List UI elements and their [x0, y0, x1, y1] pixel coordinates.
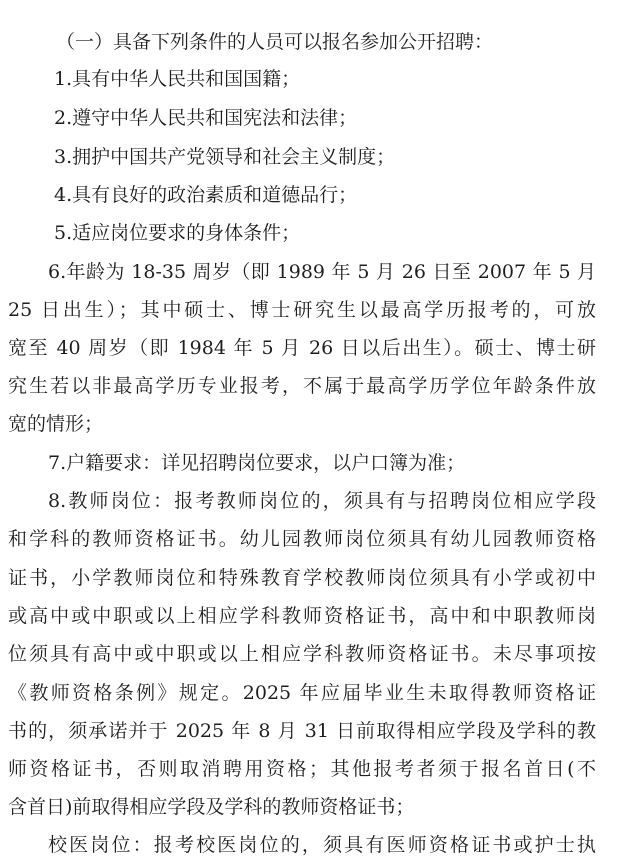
age-line-1: 6.年龄为 18-35 周岁（即 1989 年 5 月 26 日至 2007 年 5 月 — [48, 261, 596, 283]
teacher-line-5: 位须具有高中或中职或以上相应学科教师资格证书。未尽事项按 — [8, 643, 596, 665]
teacher-line-6: 《教师资格条例》规定。2025 年应届毕业生未取得教师资格证 — [8, 682, 596, 704]
condition-item-2: 2.遵守中华人民共和国宪法和法律； — [54, 107, 358, 129]
age-line-4: 究生若以非最高学历专业报考，不属于最高学历学位年龄条件放 — [8, 375, 596, 397]
teacher-line-4: 或高中或中职或以上相应学科教师资格证书，高中和中职教师岗 — [8, 605, 596, 627]
condition-item-4: 4.具有良好的政治素质和道德品行； — [54, 184, 358, 206]
condition-item-3: 3.拥护中国共产党领导和社会主义制度； — [54, 146, 396, 168]
section-heading: （一）具备下列条件的人员可以报名参加公开招聘： — [56, 31, 494, 53]
teacher-line-2: 和学科的教师资格证书。幼儿园教师岗位须具有幼儿园教师资格 — [8, 528, 596, 550]
teacher-line-3: 证书，小学教师岗位和特殊教育学校教师岗位须具有小学或初中 — [8, 567, 596, 589]
teacher-line-1: 8.教师岗位：报考教师岗位的，须具有与招聘岗位相应学段 — [48, 490, 596, 512]
teacher-line-7: 书的，须承诺并于 2025 年 8 月 31 日前取得相应学段及学科的教 — [8, 720, 596, 742]
age-line-2: 25 日出生）；其中硕士、博士研究生以最高学历报考的，可放 — [8, 299, 596, 321]
age-line-3: 宽至 40 周岁（即 1984 年 5 月 26 日以后出生）。硕士、博士研 — [8, 337, 596, 359]
age-line-5: 宽的情形； — [8, 413, 104, 435]
condition-item-1: 1.具有中华人民共和国国籍； — [54, 68, 301, 90]
household-requirement: 7.户籍要求：详见招聘岗位要求，以户口簿为准； — [48, 452, 466, 474]
teacher-line-8: 师资格证书，否则取消聘用资格；其他报考者须于报名首日(不 — [8, 758, 596, 780]
condition-item-5: 5.适应岗位要求的身体条件； — [54, 222, 301, 244]
teacher-line-9: 含首日)前取得相应学段及学科的教师资格证书； — [8, 796, 415, 818]
doctor-line-1: 校医岗位：报考校医岗位的，须具有医师资格证书或护士执 — [48, 834, 596, 856]
